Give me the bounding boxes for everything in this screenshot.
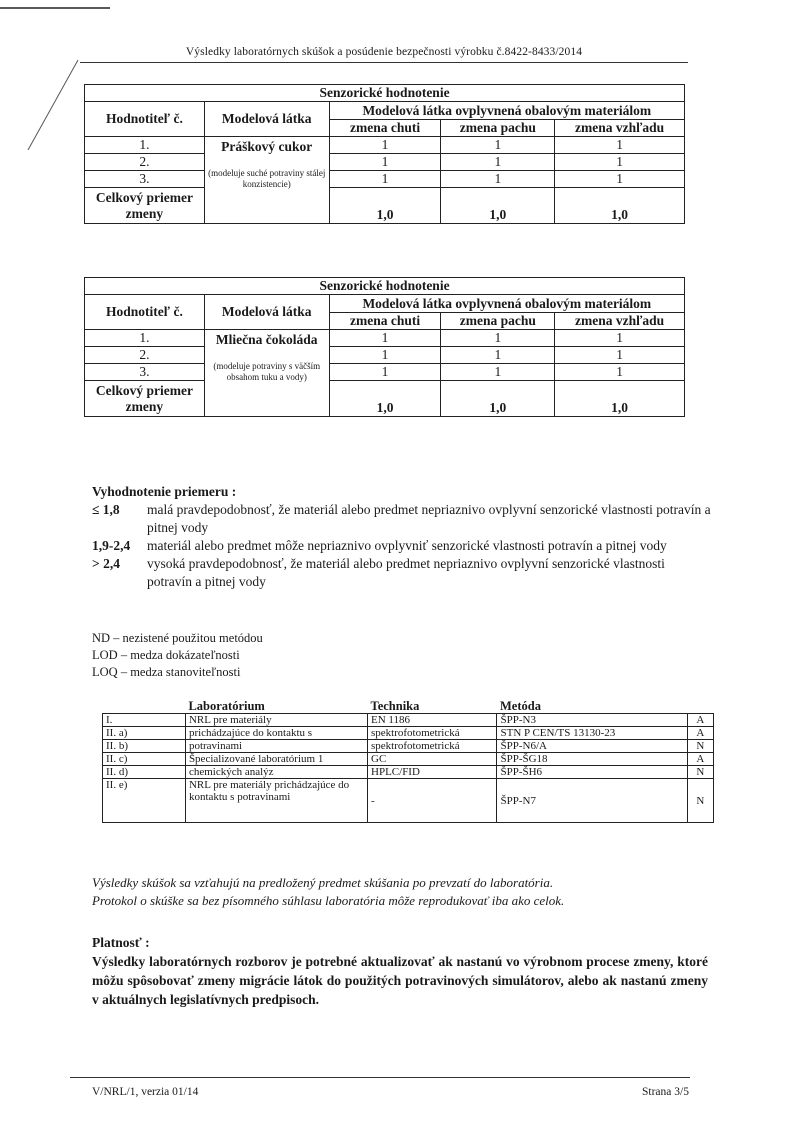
evaluator-cell: 3. bbox=[85, 364, 205, 381]
evaluation-text: malá pravdepodobnosť, že materiál alebo predmet nepriaznivo ovplyvní senzorické vlastnosti potravín a pitnej vody bbox=[147, 502, 711, 535]
row-flag: N bbox=[687, 779, 713, 823]
page-header: Výsledky laboratórnych skúšok a posúdenie bezpečnosti výrobku č.8422-8433/2014 bbox=[185, 46, 583, 58]
row-id: II. d) bbox=[103, 766, 186, 779]
abbreviations bbox=[92, 630, 263, 681]
header-method: Metóda bbox=[497, 700, 687, 714]
col-model: Modelová látka bbox=[204, 295, 329, 330]
row-method: ŠPP-N7 bbox=[497, 779, 687, 823]
model-name: Práškový cukor bbox=[221, 139, 313, 154]
table-title: Senzorické hodnotenie bbox=[85, 278, 685, 295]
look-value: 1 bbox=[555, 171, 685, 188]
abbreviation-item: ND – nezistené použitou metódou bbox=[92, 631, 263, 645]
row-lab: chemických analýz bbox=[185, 766, 367, 779]
evaluation-key: 1,9-2,4 bbox=[92, 538, 131, 553]
evaluator-cell: 2. bbox=[85, 347, 205, 364]
row-id: II. e) bbox=[103, 779, 186, 823]
smell-value: 1 bbox=[441, 154, 555, 171]
smell-value: 1 bbox=[441, 364, 555, 381]
header-lab: Laboratórium bbox=[185, 700, 367, 714]
row-id: II. b) bbox=[103, 740, 186, 753]
table-row bbox=[103, 753, 714, 766]
avg-label: Celkový priemer zmeny bbox=[85, 381, 205, 417]
row-method: ŠPP-N6/A bbox=[497, 740, 687, 753]
row-id: II. a) bbox=[103, 727, 186, 740]
abbreviation-item: LOD – medza dokázateľnosti bbox=[92, 648, 240, 662]
sub-smell: zmena pachu bbox=[441, 120, 555, 137]
row-method: STN P CEN/TS 13130-23 bbox=[497, 727, 687, 740]
row-lab: Špecializované laboratórium 1 bbox=[185, 753, 367, 766]
table-row bbox=[103, 766, 714, 779]
evaluation-title: Vyhodnotenie priemeru : bbox=[92, 484, 237, 499]
taste-value: 1 bbox=[329, 347, 441, 364]
row-tech: spektrofotometrická bbox=[368, 740, 497, 753]
look-value: 1 bbox=[555, 330, 685, 347]
row-tech: HPLC/FID bbox=[368, 766, 497, 779]
look-value: 1 bbox=[555, 154, 685, 171]
validity-text: Výsledky laboratórnych rozborov je potrebné aktualizovať ak nastanú vo výrobnom procese zmeny, ktoré môžu spôsobovať zmeny migrácie látok do použitých potravinových simulátorov, alebo ak nastanú zmeny v aktuálnych legislatívnych predpisoch. bbox=[92, 954, 708, 1007]
row-lab: NRL pre materiály prichádzajúce do kontaktu s potravinami bbox=[185, 779, 367, 823]
col-affected: Modelová látka ovplyvnená obalovým materiálom bbox=[329, 295, 684, 313]
evaluation-text: materiál alebo predmet môže nepriaznivo ovplyvniť senzorické vlastnosti potravín a pitnej vody bbox=[147, 538, 667, 553]
evaluation-item bbox=[92, 501, 712, 537]
validity-line: Protokol o skúške sa bez písomného súhlasu laboratória môže reprodukovať iba ako celok. bbox=[92, 893, 565, 908]
avg-taste: 1,0 bbox=[329, 188, 441, 224]
col-affected: Modelová látka ovplyvnená obalovým materiálom bbox=[329, 102, 684, 120]
table-row bbox=[103, 740, 714, 753]
validity-title: Platnosť : bbox=[92, 935, 150, 950]
model-cell bbox=[204, 137, 329, 224]
row-flag: N bbox=[687, 740, 713, 753]
table-row bbox=[103, 779, 714, 823]
row-flag: A bbox=[687, 714, 713, 727]
smell-value: 1 bbox=[441, 137, 555, 154]
taste-value: 1 bbox=[329, 137, 441, 154]
avg-look: 1,0 bbox=[555, 188, 685, 224]
row-tech: - bbox=[368, 779, 497, 823]
sub-taste: zmena chuti bbox=[329, 313, 441, 330]
model-note: (modeluje suché potraviny stálej konzistencie) bbox=[208, 168, 326, 189]
row-lab: potravinami bbox=[185, 740, 367, 753]
avg-label: Celkový priemer zmeny bbox=[85, 188, 205, 224]
footer-version: V/NRL/1, verzia 01/14 bbox=[92, 1086, 199, 1098]
smell-value: 1 bbox=[441, 330, 555, 347]
avg-smell: 1,0 bbox=[441, 381, 555, 417]
row-method: ŠPP-ŠH6 bbox=[497, 766, 687, 779]
abbreviation-item: LOQ – medza stanoviteľnosti bbox=[92, 665, 241, 679]
evaluation-key: > 2,4 bbox=[92, 556, 120, 571]
evaluation-text: vysoká pravdepodobnosť, že materiál alebo predmet nepriaznivo ovplyvní senzorické vlastnosti potravín a pitnej vody bbox=[147, 556, 665, 589]
row-method: ŠPP-N3 bbox=[497, 714, 687, 727]
avg-look: 1,0 bbox=[555, 381, 685, 417]
row-flag: A bbox=[687, 753, 713, 766]
taste-value: 1 bbox=[329, 154, 441, 171]
evaluator-cell: 1. bbox=[85, 330, 205, 347]
row-id: I. bbox=[103, 714, 186, 727]
sensory-table-chocolate bbox=[84, 277, 685, 417]
laboratory-table bbox=[102, 700, 714, 823]
look-value: 1 bbox=[555, 364, 685, 381]
taste-value: 1 bbox=[329, 364, 441, 381]
look-value: 1 bbox=[555, 137, 685, 154]
evaluator-cell: 3. bbox=[85, 171, 205, 188]
validity-line: Výsledky skúšok sa vzťahujú na predložený predmet skúšania po prevzatí do laboratória. bbox=[92, 875, 554, 890]
model-cell bbox=[204, 330, 329, 417]
validity-note bbox=[92, 874, 564, 910]
evaluation-item bbox=[92, 555, 712, 591]
evaluator-cell: 1. bbox=[85, 137, 205, 154]
row-tech: spektrofotometrická bbox=[368, 727, 497, 740]
taste-value: 1 bbox=[329, 330, 441, 347]
taste-value: 1 bbox=[329, 171, 441, 188]
row-flag: A bbox=[687, 727, 713, 740]
evaluation-section bbox=[92, 483, 712, 591]
footer-page-number: Strana 3/5 bbox=[642, 1086, 689, 1098]
row-tech: EN 1186 bbox=[368, 714, 497, 727]
sensory-table-sugar bbox=[84, 84, 685, 224]
model-note: (modeluje potraviny s väčším obsahom tuku a vody) bbox=[213, 361, 321, 382]
table-row bbox=[103, 727, 714, 740]
row-id: II. c) bbox=[103, 753, 186, 766]
validity-section bbox=[92, 933, 708, 1009]
footer-rule bbox=[70, 1077, 690, 1078]
avg-smell: 1,0 bbox=[441, 188, 555, 224]
model-name: Mliečna čokoláda bbox=[215, 332, 318, 347]
col-evaluator: Hodnotiteľ č. bbox=[85, 295, 205, 330]
col-evaluator: Hodnotiteľ č. bbox=[85, 102, 205, 137]
evaluation-item bbox=[92, 537, 712, 555]
sub-look: zmena vzhľadu bbox=[555, 313, 685, 330]
header-rule bbox=[80, 62, 688, 63]
sub-look: zmena vzhľadu bbox=[555, 120, 685, 137]
smell-value: 1 bbox=[441, 171, 555, 188]
sub-smell: zmena pachu bbox=[441, 313, 555, 330]
smell-value: 1 bbox=[441, 347, 555, 364]
row-lab: NRL pre materiály bbox=[185, 714, 367, 727]
evaluation-key: ≤ 1,8 bbox=[92, 502, 120, 517]
table-title: Senzorické hodnotenie bbox=[85, 85, 685, 102]
row-flag: N bbox=[687, 766, 713, 779]
look-value: 1 bbox=[555, 347, 685, 364]
table-row bbox=[103, 714, 714, 727]
row-tech: GC bbox=[368, 753, 497, 766]
evaluator-cell: 2. bbox=[85, 154, 205, 171]
avg-taste: 1,0 bbox=[329, 381, 441, 417]
col-model: Modelová látka bbox=[204, 102, 329, 137]
header-tech: Technika bbox=[368, 700, 497, 714]
sub-taste: zmena chuti bbox=[329, 120, 441, 137]
row-lab: prichádzajúce do kontaktu s bbox=[185, 727, 367, 740]
row-method: ŠPP-ŠG18 bbox=[497, 753, 687, 766]
